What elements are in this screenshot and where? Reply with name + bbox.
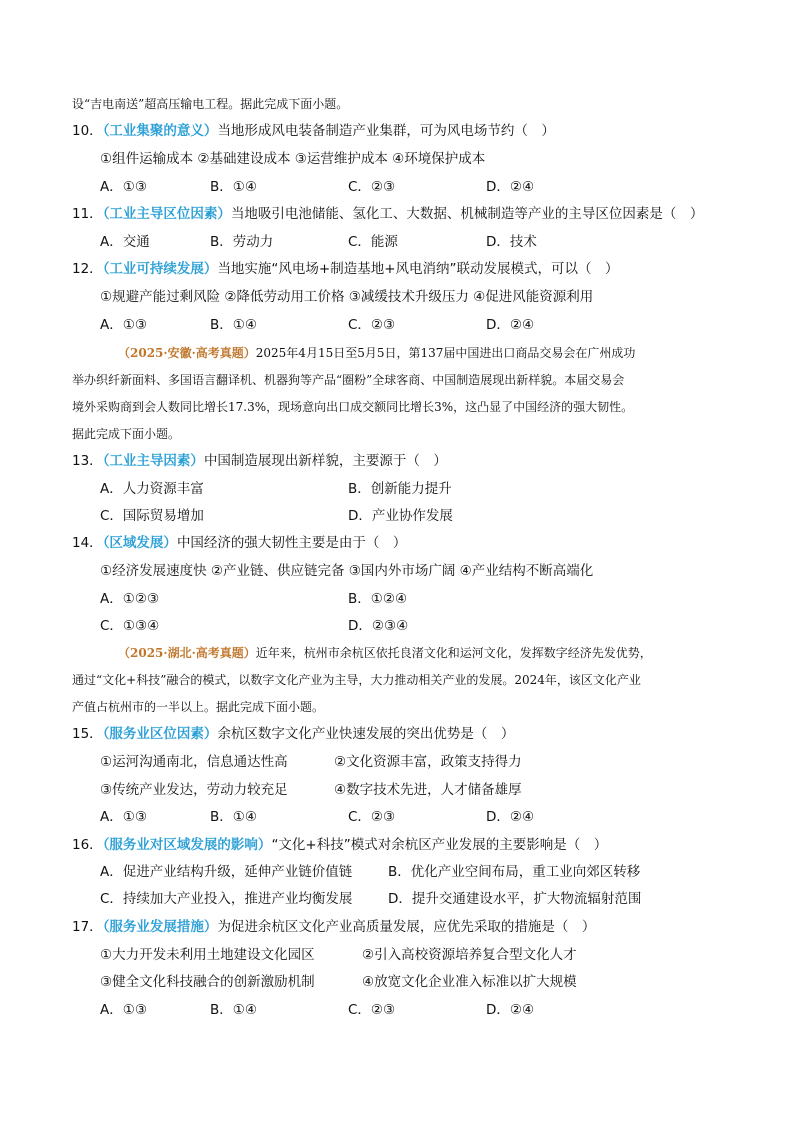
source-tag: （2025·安徽·高考真题） — [118, 346, 256, 360]
statement-items: ①规避产能过剩风险 ②降低劳动用工价格 ③减缓技术升级压力 ④促进风能资源利用 — [100, 289, 594, 305]
option-b[interactable]: B．①④ — [210, 179, 257, 195]
question-stem: 当地实施“风电场+制造基地+风电消纳”联动发展模式，可以（ ） — [217, 261, 619, 277]
question-10 — [72, 121, 555, 141]
question-number: 15． — [72, 726, 103, 742]
question-number: 16． — [72, 837, 103, 853]
option-b[interactable]: B．①④ — [210, 809, 257, 825]
option-a[interactable]: A．①③ — [100, 1002, 147, 1018]
passage-line: 通过“文化+科技”融合的模式，以数字文化产业为主导，大力推动相关产业的发展。2024年，该区文化产业 — [72, 673, 641, 687]
option-c[interactable]: C．国际贸易增加 — [100, 508, 204, 524]
option-a[interactable]: A．①③ — [100, 317, 147, 333]
source-tag: （2025·湖北·高考真题） — [118, 646, 256, 660]
statement-item: ④数字技术先进，人才储备雄厚 — [334, 782, 522, 798]
passage-line: 产值占杭州市的一半以上。据此完成下面小题。 — [72, 700, 325, 714]
passage-line: （2025·湖北·高考真题）近年来，杭州市余杭区依托良渚文化和运河文化，发挥数字经济先发优势， — [118, 646, 652, 660]
question-13 — [72, 451, 447, 471]
topic-tag: （工业主导区位因素） — [102, 206, 231, 222]
passage-line: 境外采购商到会人数同比增长17.3%，现场意向出口成交额同比增长3%，这凸显了中国经济的强大韧性。 — [72, 400, 634, 414]
statement-item: ②文化资源丰富，政策支持得力 — [334, 754, 522, 770]
option-b[interactable]: B．①④ — [210, 317, 257, 333]
question-stem: 为促进余杭区文化产业高质量发展，应优先采取的措施是（ ） — [217, 919, 596, 935]
passage-line: 据此完成下面小题。 — [72, 427, 181, 441]
topic-tag: （工业可持续发展） — [102, 261, 218, 277]
option-a[interactable]: A．①③ — [100, 179, 147, 195]
option-a[interactable]: A．人力资源丰富 — [100, 481, 204, 497]
statement-item: ①大力开发未利用土地建设文化园区 — [100, 947, 315, 963]
question-number: 14． — [72, 535, 103, 551]
option-b[interactable]: B．劳动力 — [210, 234, 274, 250]
statement-item: ②引入高校资源培养复合型文化人才 — [362, 947, 577, 963]
option-b[interactable]: B．创新能力提升 — [348, 481, 452, 497]
passage-tail: 设“吉电南送”超高压输电工程。据此完成下面小题。 — [72, 97, 349, 111]
option-a[interactable]: A．促进产业结构升级，延伸产业链价值链 — [100, 864, 353, 880]
option-b[interactable]: B．优化产业空间布局，重工业向郊区转移 — [388, 864, 641, 880]
option-a[interactable]: A．①③ — [100, 809, 147, 825]
option-b[interactable]: B．①④ — [210, 1002, 257, 1018]
statement-item: ③健全文化科技融合的创新激励机制 — [100, 974, 315, 990]
option-c[interactable]: C．持续加大产业投入，推进产业均衡发展 — [100, 891, 353, 907]
option-c[interactable]: C．②③ — [348, 317, 396, 333]
topic-tag: （服务业区位因素） — [102, 726, 218, 742]
topic-tag: （工业集聚的意义） — [102, 123, 218, 139]
topic-tag: （工业主导因素） — [102, 453, 204, 469]
statement-item: ③传统产业发达，劳动力较充足 — [100, 782, 288, 798]
question-14 — [72, 533, 406, 553]
option-c[interactable]: C．②③ — [348, 1002, 396, 1018]
passage-line: 举办织纤新面料、多国语言翻译机、机器狗等产品“圈粉”全球客商、中国制造展现出新样貌。本届交易会 — [72, 373, 625, 387]
option-d[interactable]: D．产业协作发展 — [348, 508, 453, 524]
question-stem: 中国经济的强大韧性主要是由于（ ） — [176, 535, 407, 551]
question-number: 17． — [72, 919, 103, 935]
question-number: 13． — [72, 453, 103, 469]
option-d[interactable]: D．②④ — [486, 317, 535, 333]
question-stem: 当地吸引电池储能、氢化工、大数据、机械制造等产业的主导区位因素是（ ） — [230, 206, 704, 222]
question-stem: 中国制造展现出新样貌，主要源于（ ） — [203, 453, 447, 469]
question-15 — [72, 724, 514, 744]
option-d[interactable]: D．②③④ — [348, 618, 409, 634]
option-a[interactable]: A．①②③ — [100, 591, 160, 607]
statement-item: ①运河沟通南北，信息通达性高 — [100, 754, 288, 770]
option-c[interactable]: C．②③ — [348, 809, 396, 825]
question-11 — [72, 204, 703, 224]
option-c[interactable]: C．②③ — [348, 179, 396, 195]
option-c[interactable]: C．①③④ — [100, 618, 160, 634]
option-d[interactable]: D．技术 — [486, 234, 537, 250]
option-a[interactable]: A．交通 — [100, 234, 150, 250]
question-number: 11． — [72, 206, 103, 222]
option-d[interactable]: D．②④ — [486, 179, 535, 195]
topic-tag: （服务业对区域发展的影响） — [102, 837, 272, 853]
question-stem: 余杭区数字文化产业快速发展的突出优势是（ ） — [217, 726, 515, 742]
question-stem: 当地形成风电装备制造产业集群，可为风电场节约（ ） — [217, 123, 555, 139]
passage-line: （2025·安徽·高考真题）2025年4月15日至5月5日，第137届中国进出口商品交易会在广州成功 — [118, 346, 636, 360]
option-d[interactable]: D．提升交通建设水平，扩大物流辐射范围 — [388, 891, 642, 907]
topic-tag: （服务业发展措施） — [102, 919, 218, 935]
statement-items: ①组件运输成本 ②基础建设成本 ③运营维护成本 ④环境保护成本 — [100, 151, 486, 167]
question-stem: “文化+科技”模式对余杭区产业发展的主要影响是（ ） — [271, 837, 608, 853]
option-d[interactable]: D．②④ — [486, 1002, 535, 1018]
question-12 — [72, 259, 619, 279]
question-number: 12． — [72, 261, 103, 277]
option-b[interactable]: B．①②④ — [348, 591, 408, 607]
question-16 — [72, 835, 607, 855]
option-d[interactable]: D．②④ — [486, 809, 535, 825]
topic-tag: （区域发展） — [102, 535, 177, 551]
statement-items: ①经济发展速度快 ②产业链、供应链完备 ③国内外市场广阔 ④产业结构不断高端化 — [100, 563, 594, 579]
statement-item: ④放宽文化企业准入标准以扩大规模 — [362, 974, 577, 990]
question-17 — [72, 917, 595, 937]
question-number: 10． — [72, 123, 103, 139]
option-c[interactable]: C．能源 — [348, 234, 398, 250]
